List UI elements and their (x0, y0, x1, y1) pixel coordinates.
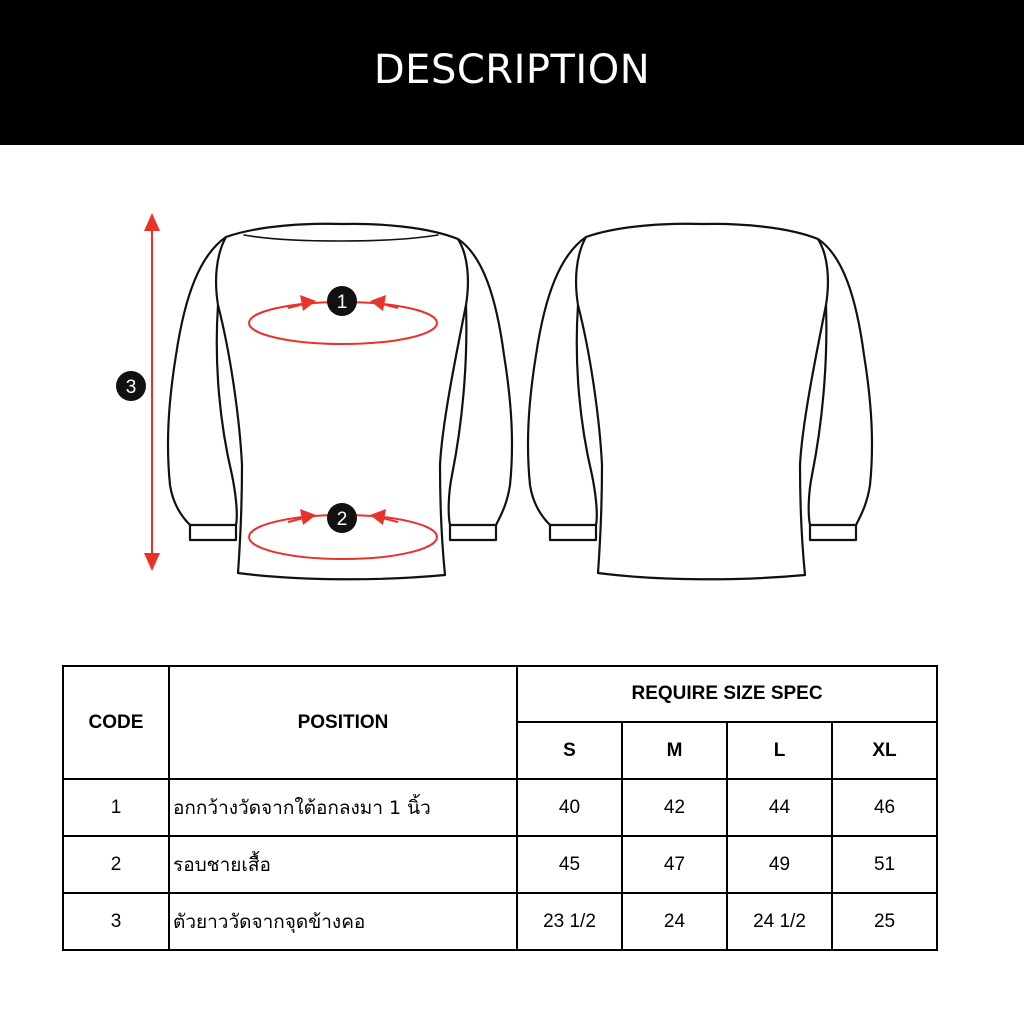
length-arrow (144, 213, 160, 571)
table-row (63, 779, 937, 836)
row-code: 2 (63, 836, 169, 893)
row-value-xl: 25 (832, 893, 937, 950)
spec-header: REQUIRE SIZE SPEC (517, 666, 937, 722)
size-header-l: L (727, 722, 832, 779)
row-value-s: 40 (517, 779, 622, 836)
marker-3 (116, 371, 146, 401)
marker-2 (327, 503, 357, 533)
size-header-s: S (517, 722, 622, 779)
row-value-s: 23 1/2 (517, 893, 622, 950)
row-position: อกกว้างวัดจากใต้อกลงมา 1 นิ้ว (169, 779, 517, 836)
size-header-m: M (622, 722, 727, 779)
table-row (63, 893, 937, 950)
svg-text:3: 3 (125, 377, 137, 398)
row-value-l: 49 (727, 836, 832, 893)
shirt-back (528, 224, 872, 580)
row-value-xl: 51 (832, 836, 937, 893)
row-value-m: 42 (622, 779, 727, 836)
code-header: CODE (63, 666, 169, 779)
row-value-m: 47 (622, 836, 727, 893)
row-position: ตัวยาววัดจากจุดข้างคอ (169, 893, 517, 950)
page-title: DESCRIPTION (373, 46, 651, 93)
row-position: รอบชายเสื้อ (169, 836, 517, 893)
row-code: 3 (63, 893, 169, 950)
svg-text:1: 1 (336, 292, 348, 313)
position-header: POSITION (169, 666, 517, 779)
row-value-xl: 46 (832, 779, 937, 836)
size-spec-table (62, 665, 938, 951)
svg-text:2: 2 (336, 509, 348, 530)
row-value-m: 24 (622, 893, 727, 950)
row-value-l: 24 1/2 (727, 893, 832, 950)
row-value-l: 44 (727, 779, 832, 836)
row-value-s: 45 (517, 836, 622, 893)
row-code: 1 (63, 779, 169, 836)
table-row (63, 836, 937, 893)
marker-1 (327, 286, 357, 316)
size-header-xl: XL (832, 722, 937, 779)
garment-illustration (0, 145, 1024, 645)
header-bar (0, 0, 1024, 145)
